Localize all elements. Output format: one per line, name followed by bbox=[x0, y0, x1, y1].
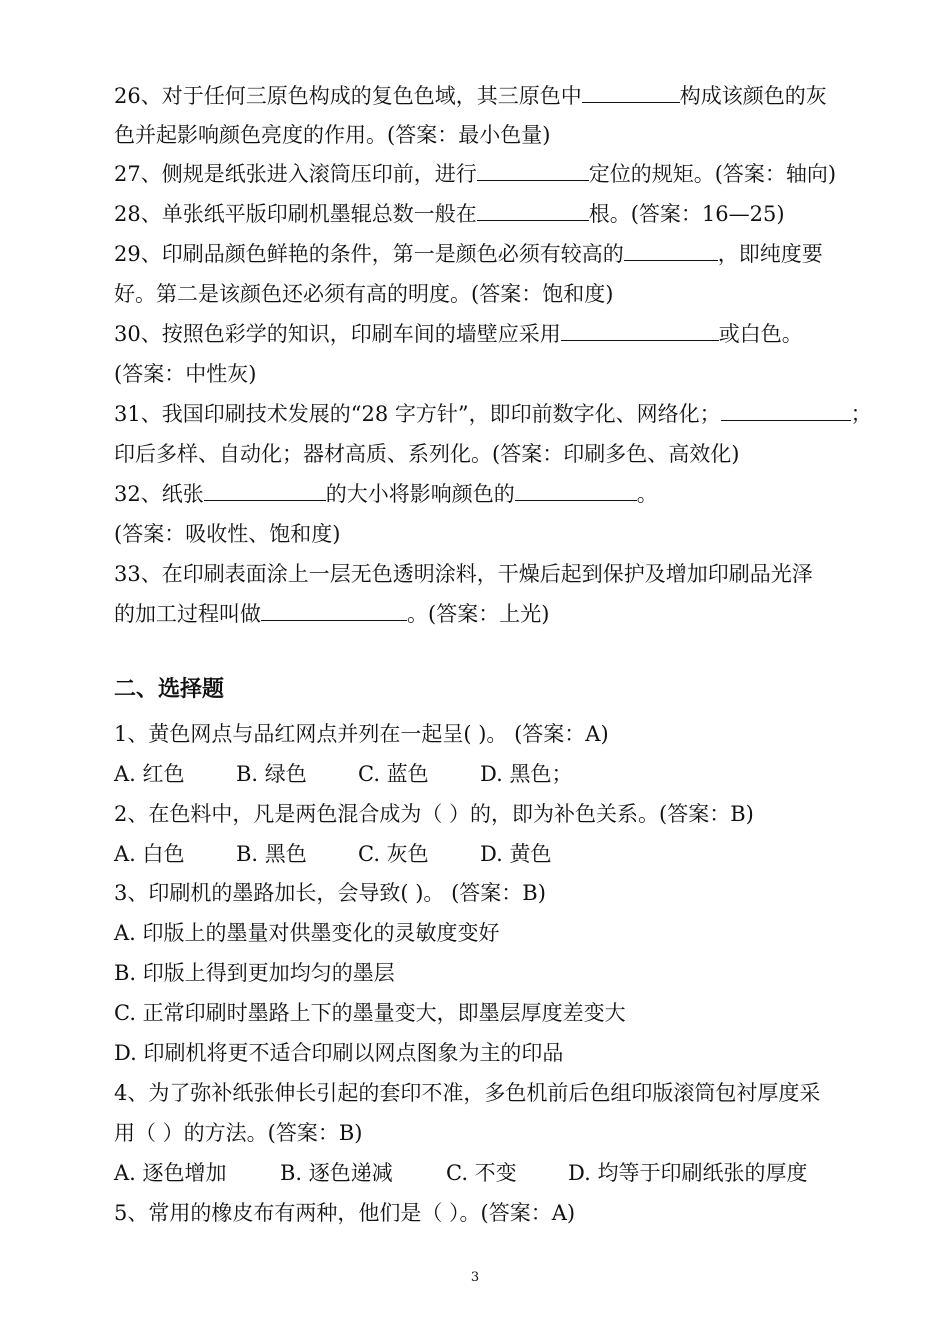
q26-line1: 26、对于任何三原色构成的复色色域，其三原色中 构成该颜色的灰 bbox=[114, 84, 827, 108]
page-number: 3 bbox=[470, 1270, 480, 1285]
answer-blank bbox=[721, 400, 851, 421]
q30-line2: (答案：中性灰) bbox=[114, 362, 257, 386]
section-heading: 二、选择题 bbox=[114, 677, 225, 702]
answer-blank bbox=[515, 480, 637, 501]
option-d: D. 黄色 bbox=[480, 842, 552, 866]
option-b: B. 逐色递减 bbox=[280, 1161, 393, 1185]
answer-blank bbox=[624, 240, 718, 261]
choice-q2-stem: 2、在色料中，凡是两色混合成为（ ）的，即为补色关系。(答案：B) bbox=[114, 802, 754, 826]
answer-blank bbox=[477, 160, 589, 181]
choice-q3-stem: 3、印刷机的墨路加长，会导致( )。 (答案：B) bbox=[114, 881, 546, 905]
q33-line1: 33、在印刷表面涂上一层无色透明涂料，干燥后起到保护及增加印刷品光泽 bbox=[114, 562, 813, 586]
q32-line2: (答案：吸收性、饱和度) bbox=[114, 522, 341, 546]
answer-blank bbox=[477, 200, 589, 221]
choice-q4-stem-line2: 用（ ）的方法。(答案：B) bbox=[114, 1121, 363, 1145]
choice-q2-options bbox=[114, 840, 551, 868]
choice-q3-option-d: D. 印刷机将更不适合印刷以网点图象为主的印品 bbox=[114, 1041, 564, 1065]
answer-blank bbox=[204, 480, 326, 501]
choice-q3-option-c: C. 正常印刷时墨路上下的墨量变大，即墨层厚度差变大 bbox=[114, 1001, 626, 1025]
choice-q4-stem-line1: 4、为了弥补纸张伸长引起的套印不准，多色机前后色组印版滚筒包衬厚度采 bbox=[114, 1081, 821, 1105]
choice-q3-option-b: B. 印版上得到更加均匀的墨层 bbox=[114, 961, 395, 985]
choice-q4-options bbox=[114, 1159, 807, 1187]
option-a: A. 白色 bbox=[114, 842, 185, 866]
option-a: A. 逐色增加 bbox=[114, 1161, 227, 1185]
q27: 27、侧规是纸张进入滚筒压印前，进行 定位的规矩。(答案：轴向) bbox=[114, 162, 837, 186]
answer-blank bbox=[561, 320, 719, 341]
q28: 28、单张纸平版印刷机墨辊总数一般在 根。(答案：16—25) bbox=[114, 202, 785, 226]
option-c: C. 不变 bbox=[446, 1161, 517, 1185]
q30-line1: 30、按照色彩学的知识，印刷车间的墙壁应采用 或白色。 bbox=[114, 322, 803, 346]
option-a: A. 红色 bbox=[114, 762, 185, 786]
q29-line1: 29、印刷品颜色鲜艳的条件，第一是颜色必须有较高的 ，即纯度要 bbox=[114, 242, 823, 266]
q32-line1: 32、纸张 的大小将影响颜色的 。 bbox=[114, 482, 658, 506]
q29-line2: 好。第二是该颜色还必须有高的明度。(答案：饱和度) bbox=[114, 282, 614, 306]
q31-line2: 印后多样、自动化；器材高质、系列化。(答案：印刷多色、高效化) bbox=[114, 442, 740, 466]
answer-blank bbox=[582, 82, 680, 103]
option-d: D. 黑色； bbox=[480, 762, 573, 786]
option-b: B. 黑色 bbox=[236, 842, 307, 866]
option-c: C. 灰色 bbox=[358, 842, 429, 866]
option-b: B. 绿色 bbox=[236, 762, 307, 786]
option-c: C. 蓝色 bbox=[358, 762, 429, 786]
answer-blank bbox=[261, 600, 407, 621]
choice-q3-option-a: A. 印版上的墨量对供墨变化的灵敏度变好 bbox=[114, 921, 500, 945]
choice-q1-stem: 1、黄色网点与品红网点并列在一起呈( )。 (答案：A) bbox=[114, 722, 609, 746]
choice-q5-stem: 5、常用的橡皮布有两种，他们是（ ）。(答案：A) bbox=[114, 1201, 576, 1225]
q26-line2: 色并起影响颜色亮度的作用。(答案：最小色量) bbox=[114, 123, 551, 147]
option-d: D. 均等于印刷纸张的厚度 bbox=[568, 1161, 808, 1185]
choice-q1-options bbox=[114, 760, 572, 788]
q33-line2: 的加工过程叫做 。(答案：上光) bbox=[114, 602, 550, 626]
q31-line1: 31、我国印刷技术发展的“28 字方针”，即印前数字化、网络化； ； bbox=[114, 402, 872, 426]
